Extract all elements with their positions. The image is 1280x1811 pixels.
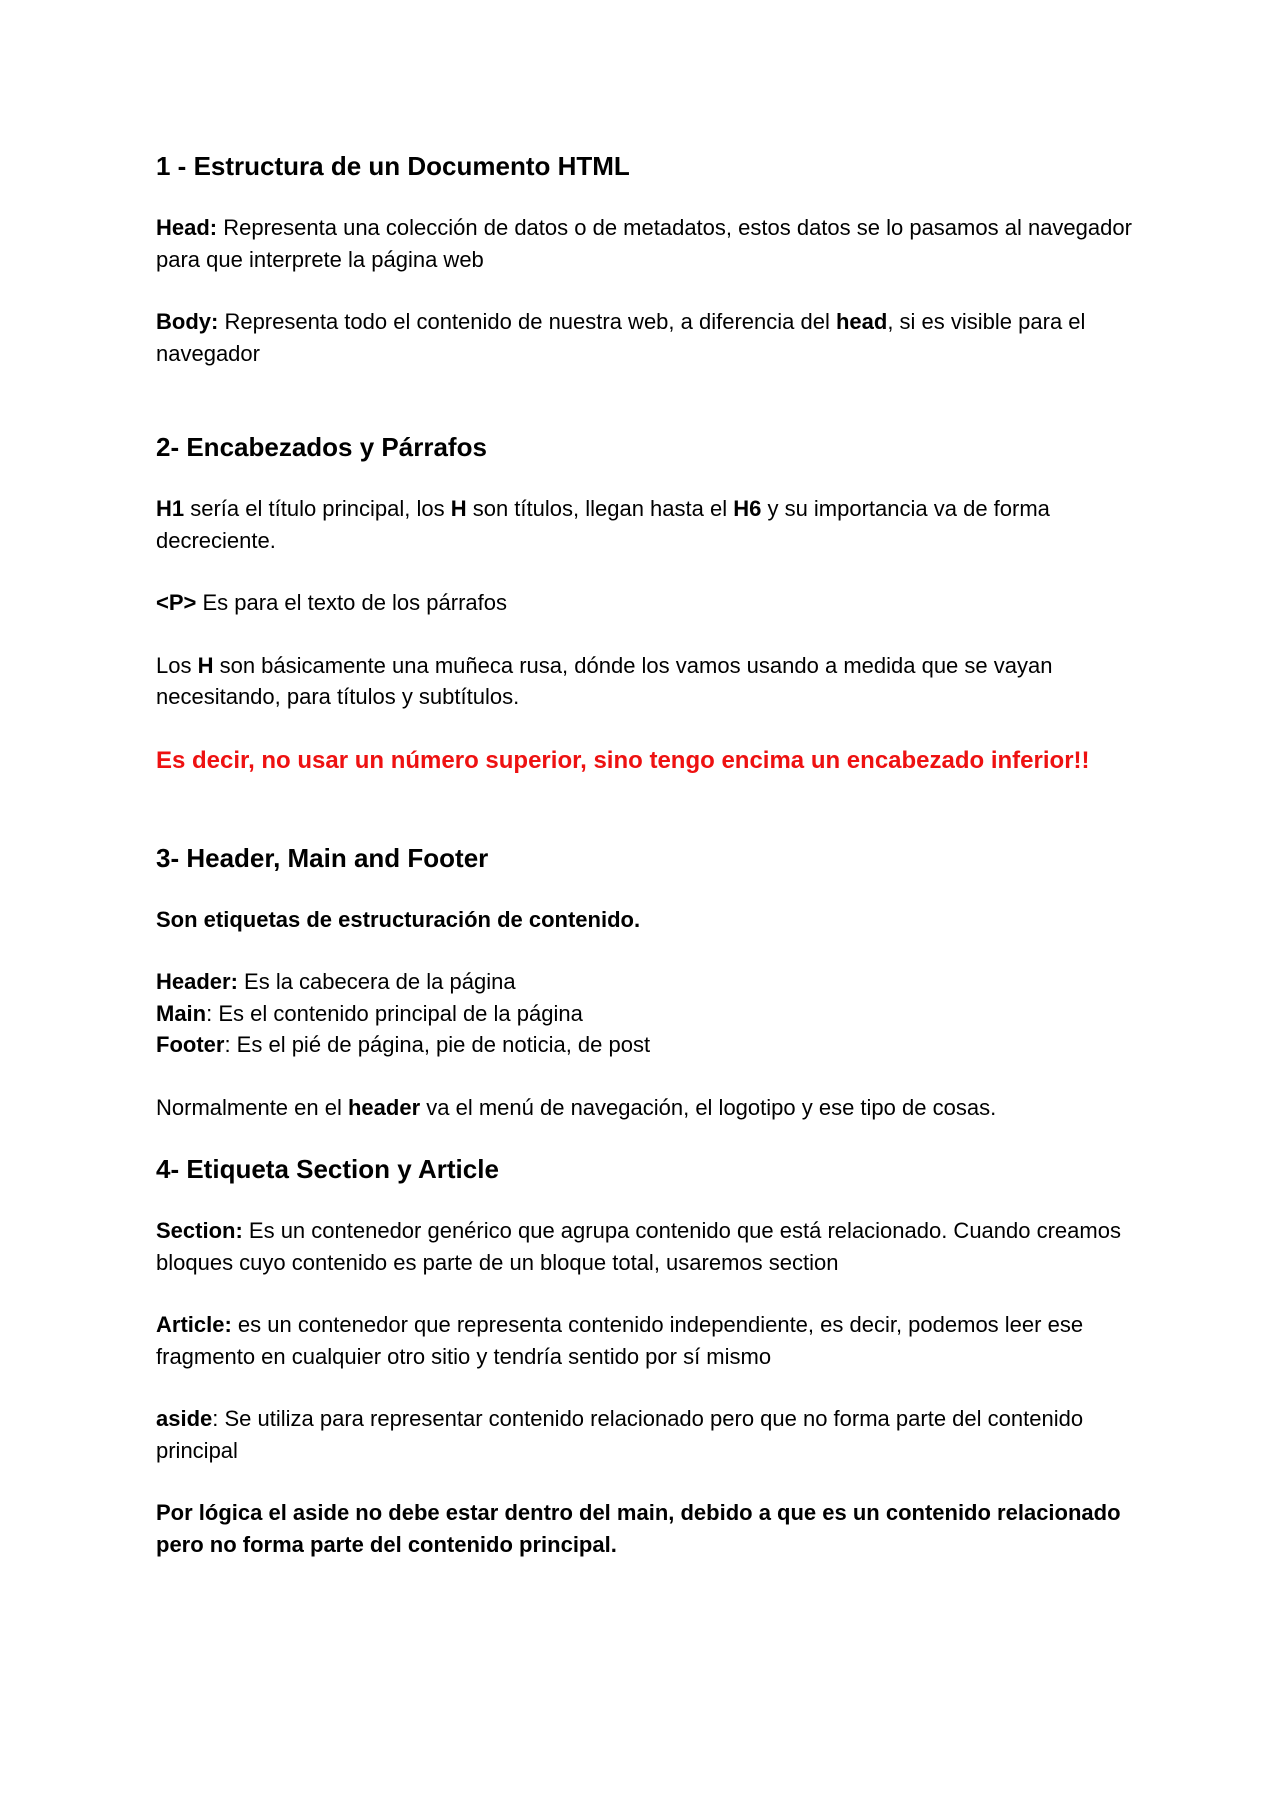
p-label: <P> xyxy=(156,590,197,615)
header-line xyxy=(156,966,1136,998)
h6-label: H6 xyxy=(733,496,762,521)
main-text: : Es el contenido principal de la página xyxy=(206,1000,583,1026)
document-page xyxy=(156,150,1136,1560)
footer-label: Footer xyxy=(156,1032,225,1057)
article-label: Article: xyxy=(156,1312,232,1337)
h1-text-c: y su importancia va de forma decreciente. xyxy=(156,496,1050,553)
body-text-b: , si es visible para el navegador xyxy=(156,309,1086,366)
head-label: Head: xyxy=(156,215,218,240)
head-paragraph xyxy=(156,212,1136,275)
h1-paragraph xyxy=(156,493,1136,556)
p-paragraph xyxy=(156,587,1136,619)
h1-text-a: sería el título principal, los xyxy=(184,496,451,521)
head-text: Representa una colección de datos o de metadatos, estos datos se lo pasamos al navegador para que interprete la página web xyxy=(156,215,1132,272)
normal-text-a: Normalmente en el xyxy=(156,1094,348,1120)
footer-line xyxy=(156,1029,1136,1061)
normal-paragraph xyxy=(156,1092,1136,1124)
section-text: Es un contenedor genérico que agrupa contenido que está relacionado. Cuando creamos bloques cuyo contenido es parte de un bloque total, usaremos section xyxy=(156,1218,1121,1275)
main-line xyxy=(156,998,1136,1030)
los-bold: H xyxy=(197,652,214,678)
aside-text: : Se utiliza para representar contenido relacionado pero que no forma parte del contenido principal xyxy=(156,1406,1084,1463)
final-note: Por lógica el aside no debe estar dentro del main, debido a que es un contenido relacionado pero no forma parte del contenido principal. xyxy=(156,1500,1121,1557)
footer-text: : Es el pié de página, pie de noticia, de post xyxy=(224,1032,651,1057)
normal-text-b: va el menú de navegación, el logotipo y ese tipo de cosas. xyxy=(420,1094,997,1120)
section-2-title: 2- Encabezados y Párrafos xyxy=(156,432,487,462)
header-label: Header: xyxy=(156,969,238,994)
section-4-title: 4- Etiqueta Section y Article xyxy=(156,1154,499,1184)
los-text-a: Los xyxy=(156,652,198,678)
aside-label: aside xyxy=(156,1406,213,1431)
article-text: es un contenedor que representa contenido independiente, es decir, podemos leer ese fragmento en cualquier otro sitio y tendría sentido por sí mismo xyxy=(156,1312,1084,1369)
los-text-b: son básicamente una muñeca rusa, dónde los vamos usando a medida que se vayan necesitando, para títulos y subtítulos. xyxy=(156,652,1053,709)
section-label: Section: xyxy=(156,1218,243,1243)
article-paragraph xyxy=(156,1309,1136,1372)
aside-paragraph xyxy=(156,1403,1136,1466)
warning-text: Es decir, no usar un número superior, sino tengo encima un encabezado inferior!! xyxy=(156,746,1090,774)
normal-bold: header xyxy=(347,1094,421,1120)
body-paragraph xyxy=(156,306,1136,369)
section-1-title: 1 - Estructura de un Documento HTML xyxy=(156,151,630,181)
section-3-title: 3- Header, Main and Footer xyxy=(156,842,489,873)
section-paragraph xyxy=(156,1215,1136,1278)
main-label: Main xyxy=(156,1000,207,1026)
body-label: Body: xyxy=(156,309,219,334)
body-bold-head: head xyxy=(835,309,888,334)
body-text-a: Representa todo el contenido de nuestra web, a diferencia del xyxy=(218,309,836,334)
h-label: H xyxy=(450,496,467,521)
header-text: Es la cabecera de la página xyxy=(237,969,516,994)
los-paragraph xyxy=(156,650,1136,713)
p-text: Es para el texto de los párrafos xyxy=(196,590,507,615)
h1-text-b: son títulos, llegan hasta el xyxy=(466,496,734,521)
h1-label: H1 xyxy=(156,496,185,521)
section-3-intro: Son etiquetas de estructuración de contenido. xyxy=(156,906,641,932)
